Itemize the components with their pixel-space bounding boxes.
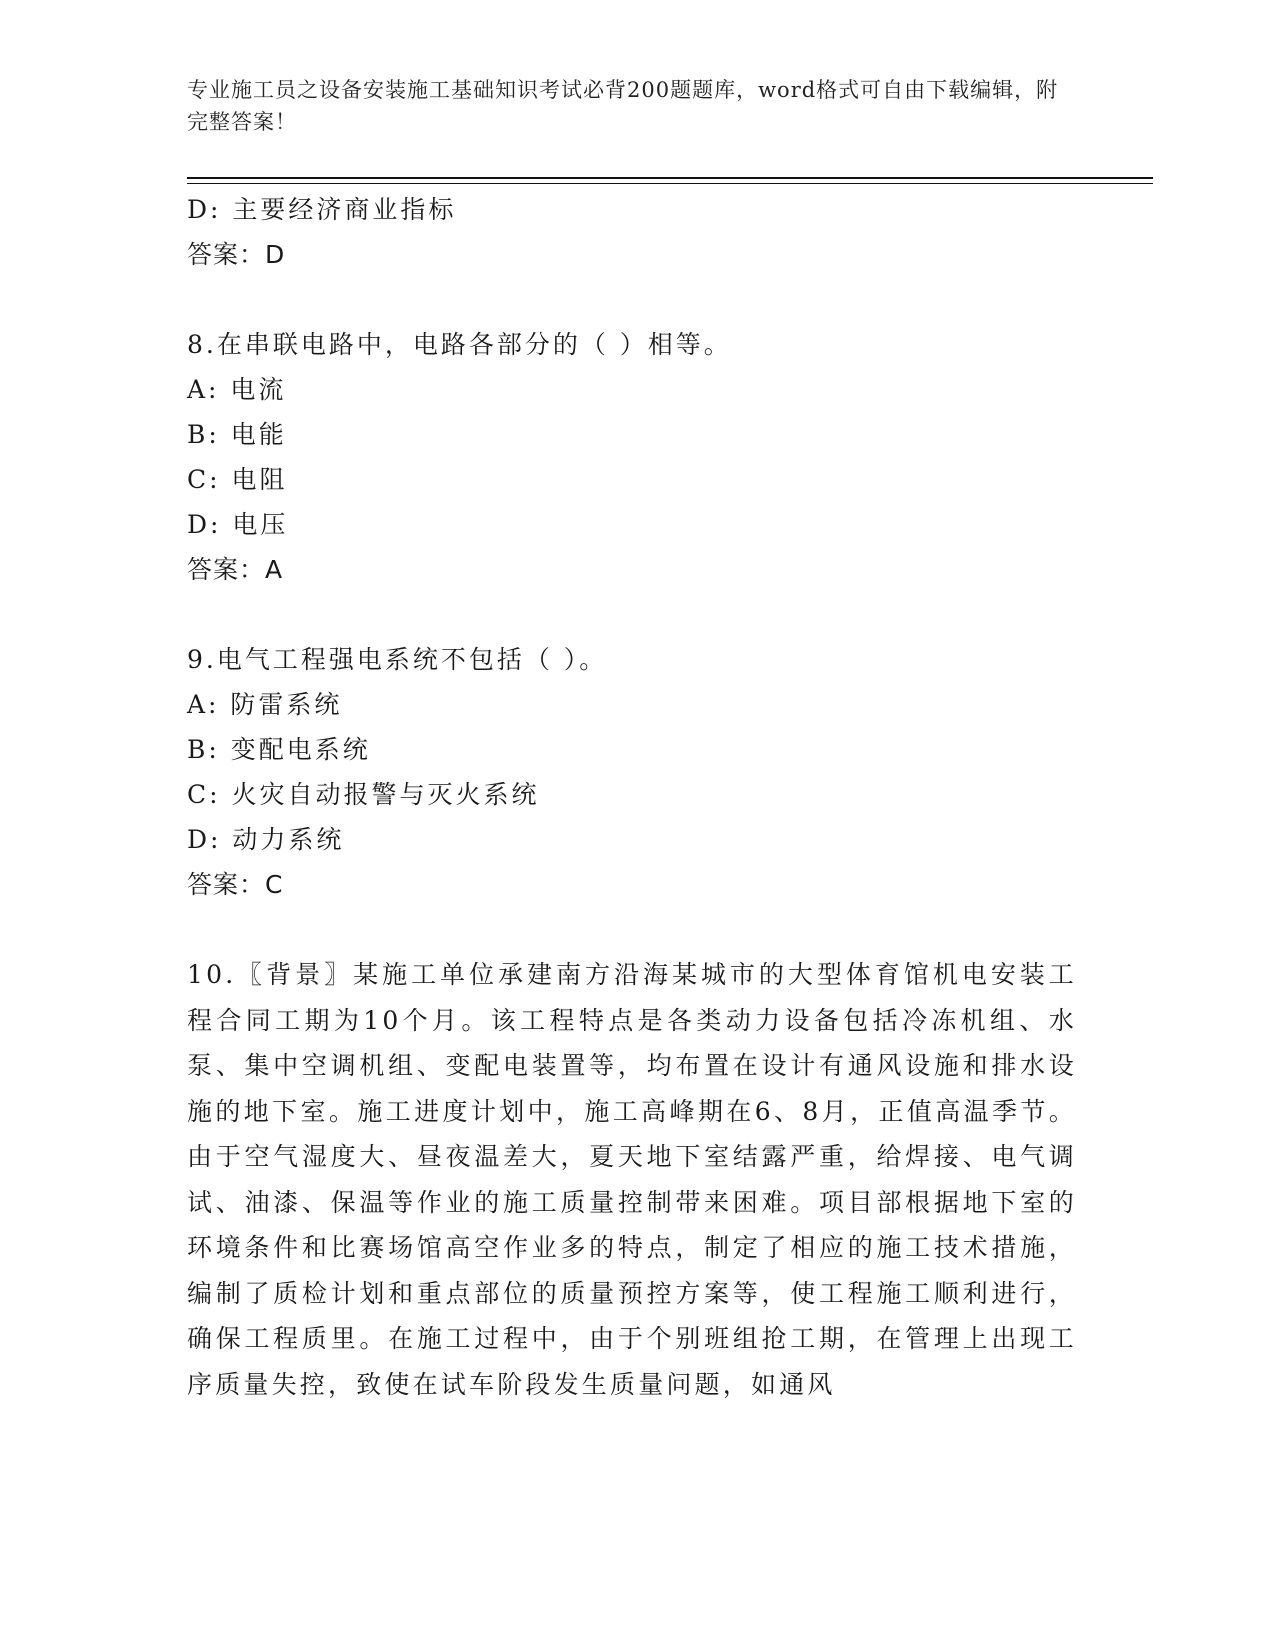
- question-10-background: 10.〖背景〗某施工单位承建南方沿海某城市的大型体育馆机电安装工程合同工期为10个月。该工程特点是各类动力设备包括冷冻机组、水泵、集中空调机组、变配电装置等，均布置在设计有通风设施和排水设施的地下室。施工进度计划中，施工高峰期在6、8月，正值高温季节。由于空气湿度大、昼夜温差大，夏天地下室结露严重，给焊接、电气调试、油漆、保温等作业的施工质量控制带来困难。项目部根据地下室的环境条件和比赛场馆高空作业多的特点，制定了相应的施工技术措施，编制了质检计划和重点部位的质量预控方案等，使工程施工顺利进行，确保工程质里。在施工过程中，由于个别班组抢工期，在管理上出现工序质量失控，致使在试车阶段发生质量问题，如通风: [187, 960, 1077, 1399]
- option-b: B: 变配电系统: [187, 735, 371, 764]
- answer-line: 答案：D: [187, 240, 286, 269]
- option-d: D: 电压: [187, 510, 289, 539]
- option-b: B: 电能: [187, 420, 287, 449]
- question-9: [187, 637, 1087, 907]
- option-c: C: 电阻: [187, 465, 288, 494]
- question-content: [187, 187, 1087, 1407]
- spacer: [187, 277, 1087, 322]
- spacer: [187, 907, 1087, 952]
- question-stem: 9.电气工程强电系统不包括（ ）。: [187, 645, 608, 674]
- question-stem: 8.在串联电路中，电路各部分的（ ）相等。: [187, 330, 732, 359]
- document-header-title: 专业施工员之设备安装施工基础知识考试必背200题题库，word格式可自由下载编辑，附完整答案！: [187, 78, 1059, 134]
- spacer: [187, 592, 1087, 637]
- answer-line: 答案：C: [187, 870, 284, 899]
- option-c: C: 火灾自动报警与灭火系统: [187, 780, 540, 809]
- header-divider-thick: [187, 177, 1153, 179]
- answer-line: 答案：A: [187, 555, 284, 584]
- header-divider-thin: [187, 183, 1153, 184]
- option-d: D: 主要经济商业指标: [187, 195, 457, 224]
- option-a: A: 电流: [187, 375, 287, 404]
- option-d: D: 动力系统: [187, 825, 345, 854]
- option-a: A: 防雷系统: [187, 690, 343, 719]
- question-8: [187, 322, 1087, 592]
